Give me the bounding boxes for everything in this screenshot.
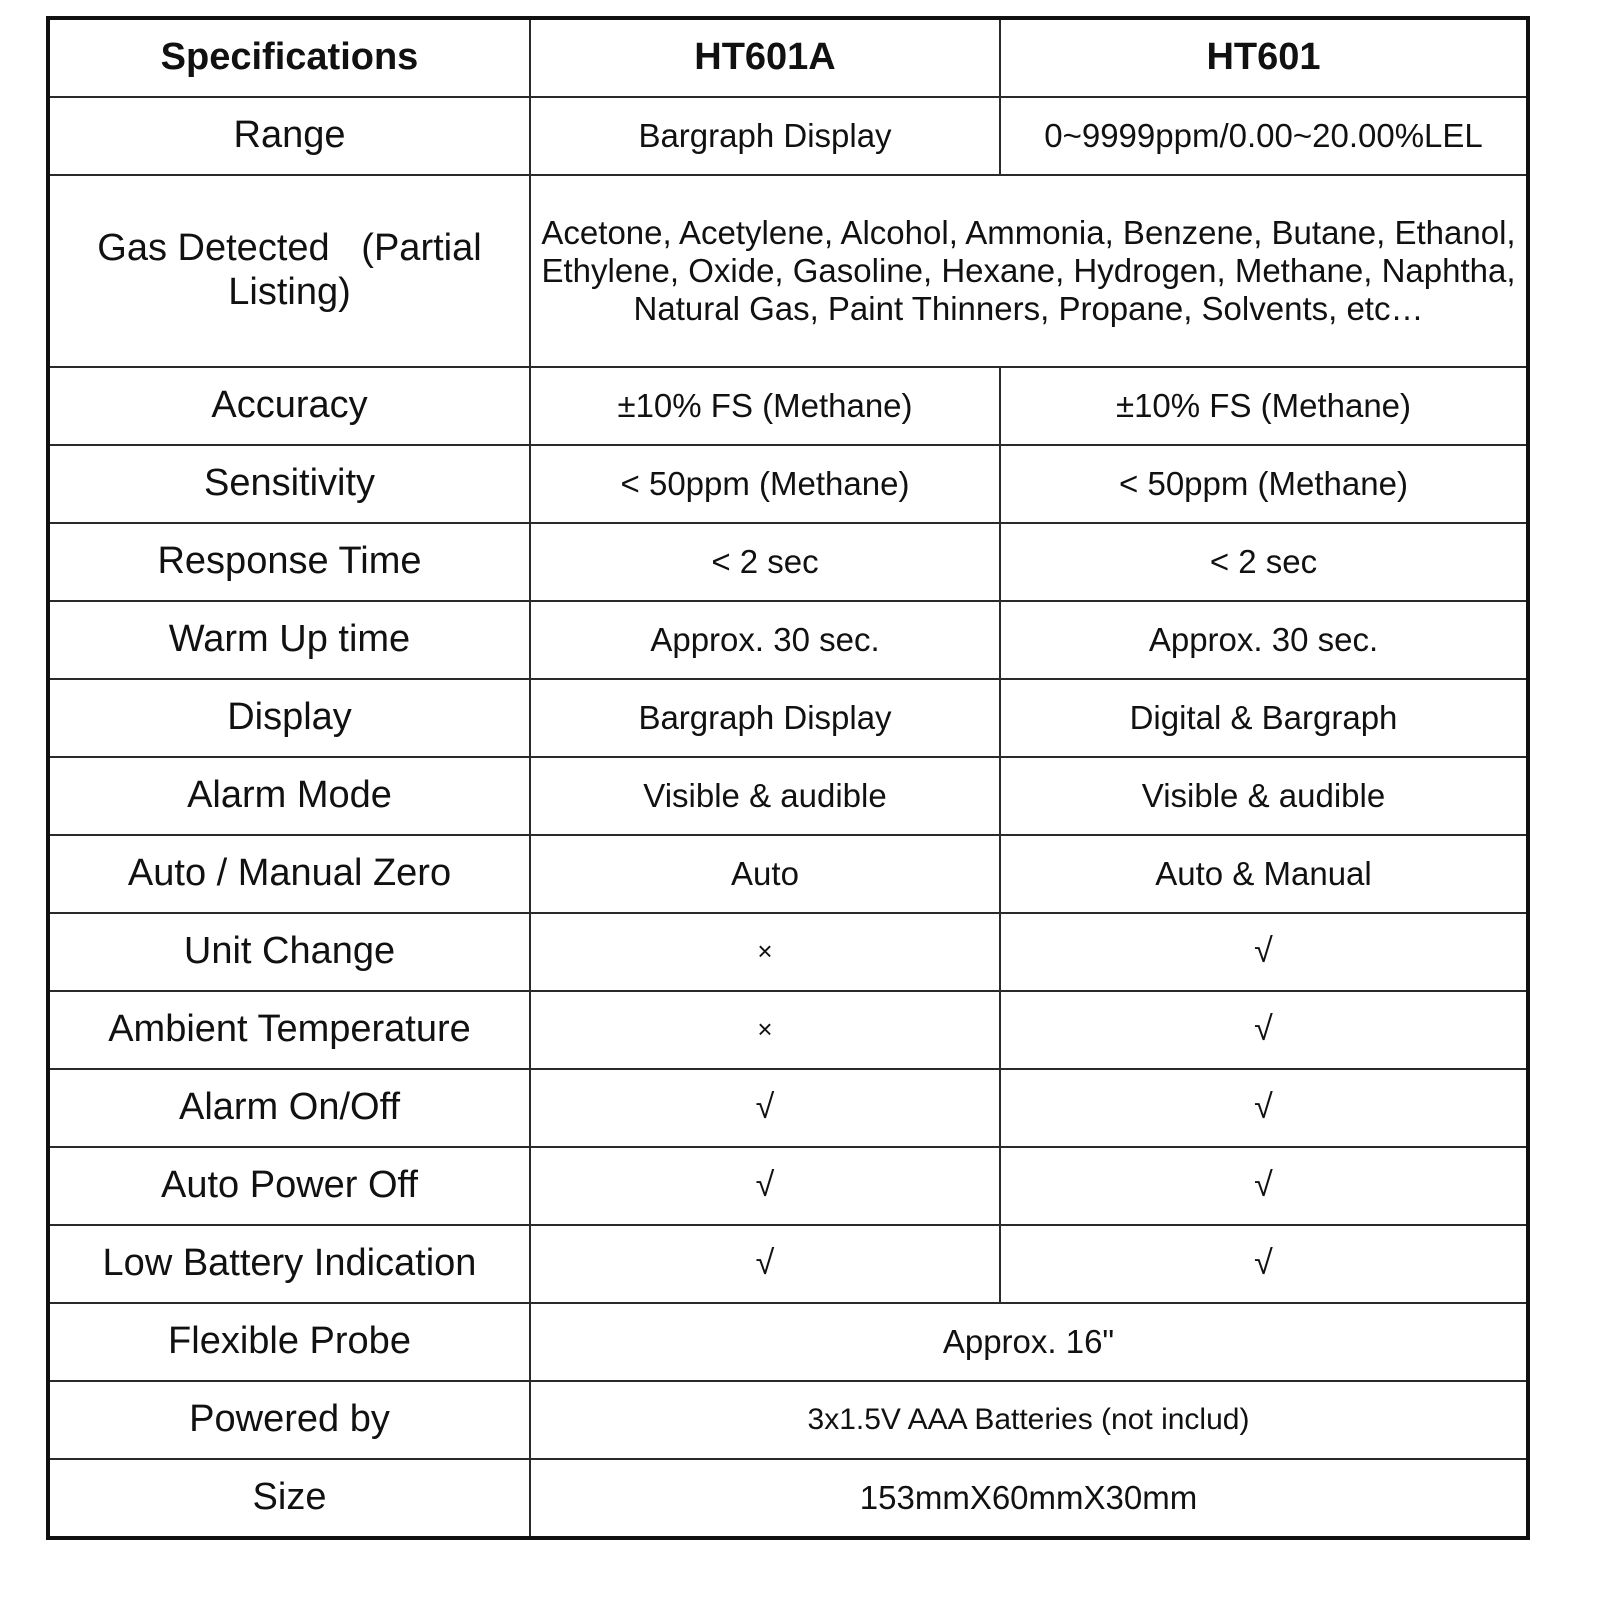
table-row-size [48, 1459, 1528, 1538]
row-label-unit-change: Unit Change [48, 913, 530, 991]
zero-ht601a-value: Auto [530, 835, 1000, 913]
row-label-alarm-mode: Alarm Mode [48, 757, 530, 835]
sensitivity-ht601-value: < 50ppm (Methane) [1000, 445, 1528, 523]
low-battery-ht601a-check-icon: √ [530, 1225, 1000, 1303]
row-label-warm-up-time: Warm Up time [48, 601, 530, 679]
gas-detected-value: Acetone, Acetylene, Alcohol, Ammonia, Benzene, Butane, Ethanol, Ethylene, Oxide, Gasoline, Hexane, Hydrogen, Methane, Naphtha, Natural Gas, Paint Thinners, Propane, Solvents, etc… [530, 175, 1528, 367]
alarm-onoff-ht601-check-icon: √ [1000, 1069, 1528, 1147]
row-label-auto-power-off: Auto Power Off [48, 1147, 530, 1225]
table-row-unit-change [48, 913, 1528, 991]
power-off-ht601a-check-icon: √ [530, 1147, 1000, 1225]
ambient-ht601a-cross-icon: × [530, 991, 1000, 1069]
table-row-powered-by [48, 1381, 1528, 1459]
warm-up-ht601-value: Approx. 30 sec. [1000, 601, 1528, 679]
row-label-response-time: Response Time [48, 523, 530, 601]
row-label-range: Range [48, 97, 530, 175]
row-label-flexible-probe: Flexible Probe [48, 1303, 530, 1381]
range-ht601-value: 0~9999ppm/0.00~20.00%LEL [1000, 97, 1528, 175]
display-ht601a-value: Bargraph Display [530, 679, 1000, 757]
table-row-ambient-temperature [48, 991, 1528, 1069]
table-row-range [48, 97, 1528, 175]
accuracy-ht601a-value: ±10% FS (Methane) [530, 367, 1000, 445]
unit-change-ht601a-cross-icon: × [530, 913, 1000, 991]
response-time-ht601-value: < 2 sec [1000, 523, 1528, 601]
warm-up-ht601a-value: Approx. 30 sec. [530, 601, 1000, 679]
table-row-accuracy [48, 367, 1528, 445]
table-row-alarm-mode [48, 757, 1528, 835]
row-label-accuracy: Accuracy [48, 367, 530, 445]
alarm-mode-ht601a-value: Visible & audible [530, 757, 1000, 835]
table-row-auto-manual-zero [48, 835, 1528, 913]
header-model-ht601: HT601 [1000, 18, 1528, 97]
zero-ht601-value: Auto & Manual [1000, 835, 1528, 913]
spec-table [46, 16, 1530, 1540]
row-label-gas-detected: Gas Detected (Partial Listing) [48, 175, 530, 367]
accuracy-ht601-value: ±10% FS (Methane) [1000, 367, 1528, 445]
table-row-response-time [48, 523, 1528, 601]
row-label-auto-manual-zero: Auto / Manual Zero [48, 835, 530, 913]
header-specifications: Specifications [48, 18, 530, 97]
alarm-mode-ht601-value: Visible & audible [1000, 757, 1528, 835]
table-row-low-battery [48, 1225, 1528, 1303]
alarm-onoff-ht601a-check-icon: √ [530, 1069, 1000, 1147]
flexible-probe-value: Approx. 16" [530, 1303, 1528, 1381]
power-off-ht601-check-icon: √ [1000, 1147, 1528, 1225]
row-label-size: Size [48, 1459, 530, 1538]
low-battery-ht601-check-icon: √ [1000, 1225, 1528, 1303]
size-value: 153mmX60mmX30mm [530, 1459, 1528, 1538]
table-row-display [48, 679, 1528, 757]
row-label-ambient-temperature: Ambient Temperature [48, 991, 530, 1069]
unit-change-ht601-check-icon: √ [1000, 913, 1528, 991]
row-label-display: Display [48, 679, 530, 757]
row-label-powered-by: Powered by [48, 1381, 530, 1459]
table-row-gas-detected [48, 175, 1528, 367]
row-label-sensitivity: Sensitivity [48, 445, 530, 523]
table-row-alarm-on-off [48, 1069, 1528, 1147]
table-row-warm-up-time [48, 601, 1528, 679]
range-ht601a-value: Bargraph Display [530, 97, 1000, 175]
display-ht601-value: Digital & Bargraph [1000, 679, 1528, 757]
row-label-low-battery: Low Battery Indication [48, 1225, 530, 1303]
ambient-ht601-check-icon: √ [1000, 991, 1528, 1069]
row-label-alarm-on-off: Alarm On/Off [48, 1069, 530, 1147]
powered-by-value: 3x1.5V AAA Batteries (not includ) [530, 1381, 1528, 1459]
table-row-auto-power-off [48, 1147, 1528, 1225]
table-row-sensitivity [48, 445, 1528, 523]
response-time-ht601a-value: < 2 sec [530, 523, 1000, 601]
table-header-row [48, 18, 1528, 97]
sensitivity-ht601a-value: < 50ppm (Methane) [530, 445, 1000, 523]
table-row-flexible-probe [48, 1303, 1528, 1381]
header-model-ht601a: HT601A [530, 18, 1000, 97]
